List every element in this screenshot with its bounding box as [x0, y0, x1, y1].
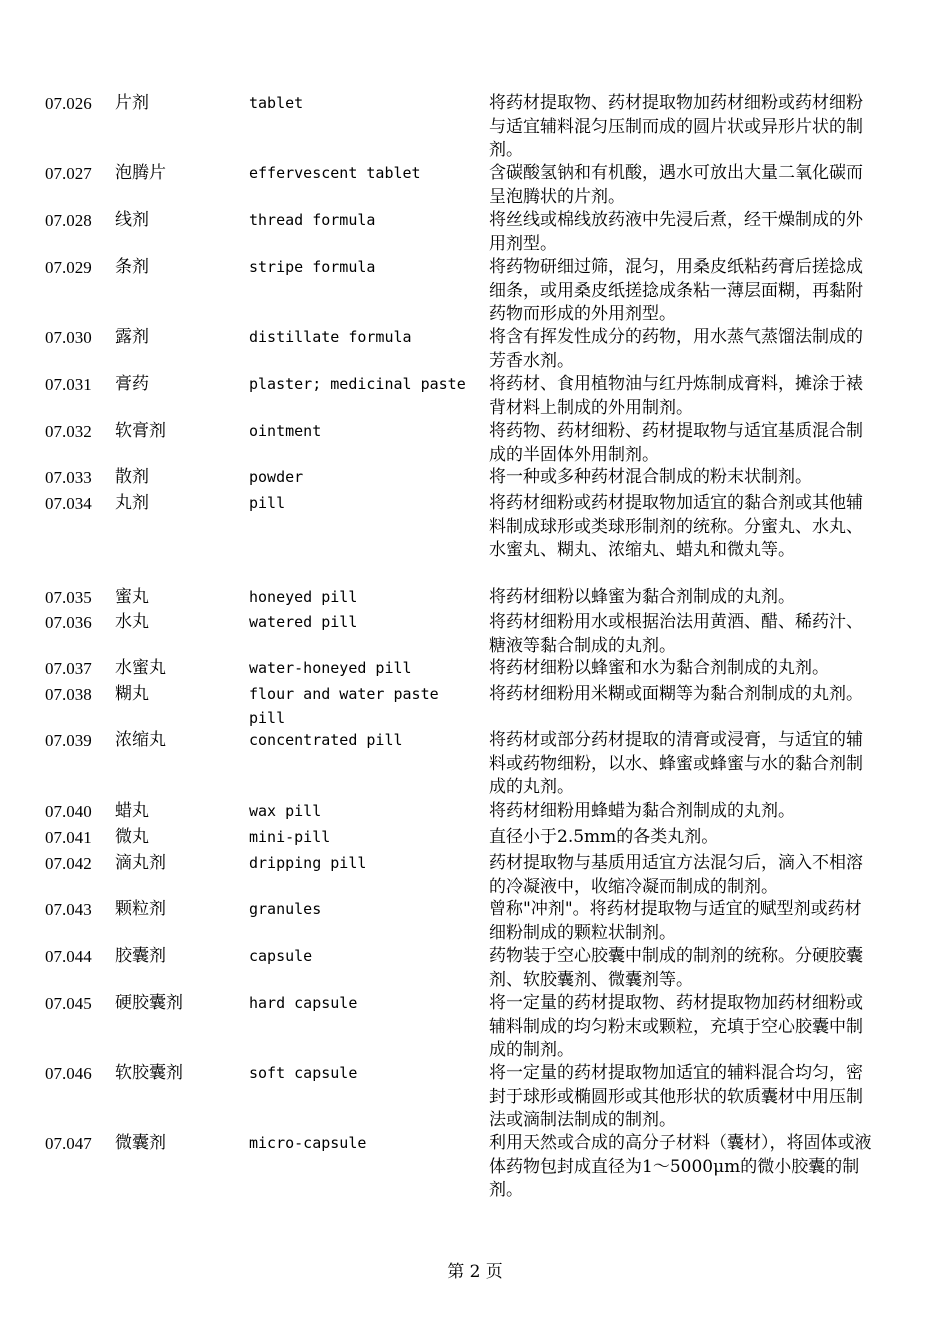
entry-code: 07.026: [45, 94, 92, 113]
entry-code: 07.041: [45, 828, 92, 847]
entry-code: 07.042: [45, 854, 92, 873]
entry-definition: 将一种或多种药材混合制成的粉末状制剂。: [489, 467, 812, 487]
entry-chinese-term: 膏药: [115, 374, 149, 394]
entry-definition: 药材提取物与基质用适宜方法混匀后，滴入不相溶的冷凝液中，收缩冷凝而制成的制剂。: [489, 853, 863, 897]
entry-definition: 将药材或部分药材提取的清膏或浸膏，与适宜的辅料或药物细粉，以水、蜂蜜或蜂蜜与水的黏合剂制成的丸剂。: [489, 730, 863, 797]
entry-english-term: distillate formula: [249, 328, 412, 346]
entry-code: 07.039: [45, 731, 92, 750]
entry-definition: 将药材细粉以蜂蜜和水为黏合剂制成的丸剂。: [489, 658, 829, 678]
entry-code: 07.033: [45, 468, 92, 487]
entry-definition: 将药材细粉或药材提取物加适宜的黏合剂或其他辅料制成球形或类球形制剂的统称。分蜜丸、水丸、水蜜丸、糊丸、浓缩丸、蜡丸和微丸等。: [489, 493, 863, 560]
entry-definition: 将含有挥发性成分的药物，用水蒸气蒸馏法制成的芳香水剂。: [489, 327, 863, 371]
entry-code: 07.038: [45, 685, 92, 704]
entry-english-term: thread formula: [249, 211, 376, 229]
entry-code: 07.047: [45, 1134, 92, 1153]
entry-code: 07.028: [45, 211, 92, 230]
entry-english-term: pill: [249, 494, 286, 512]
entry-definition: 含碳酸氢钠和有机酸，遇水可放出大量二氧化碳而呈泡腾状的片剂。: [489, 163, 863, 207]
entry-chinese-term: 露剂: [115, 327, 149, 347]
entry-definition: 曾称"冲剂"。将药材提取物与适宜的赋型剂或药材细粉制成的颗粒状制剂。: [489, 899, 862, 943]
entry-code: 07.030: [45, 328, 92, 347]
entry-code: 07.032: [45, 422, 92, 441]
entry-chinese-term: 微囊剂: [115, 1133, 166, 1153]
entry-code: 07.036: [45, 613, 92, 632]
entry-definition: 将一定量的药材提取物、药材提取物加药材细粉或辅料制成的均匀粉末或颗粒，充填于空心胶囊中制成的制剂。: [489, 993, 863, 1060]
entry-definition: 将药材细粉用蜂蜡为黏合剂制成的丸剂。: [489, 801, 795, 821]
entry-code: 07.045: [45, 994, 92, 1013]
entry-code: 07.031: [45, 375, 92, 394]
entry-code: 07.035: [45, 588, 92, 607]
entry-chinese-term: 滴丸剂: [115, 853, 166, 873]
entry-definition: 将药材细粉用水或根据治法用黄酒、醋、稀药汁、糖液等黏合制成的丸剂。: [489, 612, 863, 656]
entry-chinese-term: 蜡丸: [115, 801, 149, 821]
entry-definition: 将一定量的药材提取物加适宜的辅料混合均匀，密封于球形或椭圆形或其他形状的软质囊材中用压制法或滴制法制成的制剂。: [489, 1063, 863, 1130]
entry-english-term: powder: [249, 468, 304, 486]
entry-definition: 将丝线或棉线放药液中先浸后煮，经干燥制成的外用剂型。: [489, 210, 863, 254]
entry-english-term: hard capsule: [249, 994, 358, 1012]
entry-chinese-term: 丸剂: [115, 493, 149, 513]
entry-code: 07.034: [45, 494, 92, 513]
entry-english-term: effervescent tablet: [249, 164, 421, 182]
entry-english-term: mini-pill: [249, 828, 331, 846]
entry-chinese-term: 软膏剂: [115, 421, 166, 441]
entry-chinese-term: 条剂: [115, 257, 149, 277]
entry-chinese-term: 蜜丸: [115, 587, 149, 607]
entry-chinese-term: 水蜜丸: [115, 658, 166, 678]
entry-chinese-term: 胶囊剂: [115, 946, 166, 966]
entry-chinese-term: 颗粒剂: [115, 899, 166, 919]
entry-definition: 利用天然或合成的高分子材料（囊材），将固体或液体药物包封成直径为1～5000μm的微小胶囊的制剂。: [489, 1133, 872, 1200]
entry-chinese-term: 微丸: [115, 827, 149, 847]
entry-definition: 将药材细粉以蜂蜜为黏合剂制成的丸剂。: [489, 587, 795, 607]
page-number: 第 2 页: [447, 1262, 503, 1282]
entry-chinese-term: 硬胶囊剂: [115, 993, 183, 1013]
entry-english-term: dripping pill: [249, 854, 367, 872]
entry-code: 07.043: [45, 900, 92, 919]
entry-chinese-term: 糊丸: [115, 684, 149, 704]
entry-english-term: watered pill: [249, 613, 358, 631]
entry-chinese-term: 片剂: [115, 93, 149, 113]
entry-english-term: granules: [249, 900, 322, 918]
entry-chinese-term: 水丸: [115, 612, 149, 632]
entry-english-term: ointment: [249, 422, 322, 440]
entry-english-term: plaster; medicinal paste: [249, 375, 466, 393]
entry-code: 07.037: [45, 659, 92, 678]
entry-code: 07.027: [45, 164, 92, 183]
entry-chinese-term: 散剂: [115, 467, 149, 487]
entry-chinese-term: 线剂: [115, 210, 149, 230]
entry-english-term: soft capsule: [249, 1064, 358, 1082]
entry-chinese-term: 软胶囊剂: [115, 1063, 183, 1083]
entry-definition: 将药物研细过筛，混匀，用桑皮纸粘药膏后搓捻成细条，或用桑皮纸搓捻成条粘一薄层面糊，再黏附药物而形成的外用剂型。: [489, 257, 863, 324]
entry-english-term: honeyed pill: [249, 588, 358, 606]
entry-code: 07.046: [45, 1064, 92, 1083]
entry-english-term: micro-capsule: [249, 1134, 367, 1152]
entry-english-term: tablet: [249, 94, 304, 112]
entry-definition: 将药材提取物、药材提取物加药材细粉或药材细粉与适宜辅料混匀压制而成的圆片状或异形片状的制剂。: [489, 93, 863, 160]
entry-english-term: flour and water paste pill: [249, 685, 439, 727]
entry-definition: 药物装于空心胶囊中制成的制剂的统称。分硬胶囊剂、软胶囊剂、微囊剂等。: [489, 946, 863, 990]
entry-definition: 将药材、食用植物油与红丹炼制成膏料，摊涂于裱背材料上制成的外用制剂。: [489, 374, 863, 418]
entry-english-term: stripe formula: [249, 258, 376, 276]
entry-code: 07.029: [45, 258, 92, 277]
entry-definition: 将药材细粉用米糊或面糊等为黏合剂制成的丸剂。: [489, 684, 863, 704]
entry-english-term: water-honeyed pill: [249, 659, 412, 677]
entry-definition: 直径小于2.5mm的各类丸剂。: [489, 827, 719, 847]
entry-english-term: wax pill: [249, 802, 322, 820]
entry-code: 07.044: [45, 947, 92, 966]
entry-english-term: concentrated pill: [249, 731, 403, 749]
entry-code: 07.040: [45, 802, 92, 821]
entry-chinese-term: 浓缩丸: [115, 730, 166, 750]
entry-definition: 将药物、药材细粉、药材提取物与适宜基质混合制成的半固体外用制剂。: [489, 421, 863, 465]
entry-chinese-term: 泡腾片: [115, 163, 166, 183]
entry-english-term: capsule: [249, 947, 313, 965]
